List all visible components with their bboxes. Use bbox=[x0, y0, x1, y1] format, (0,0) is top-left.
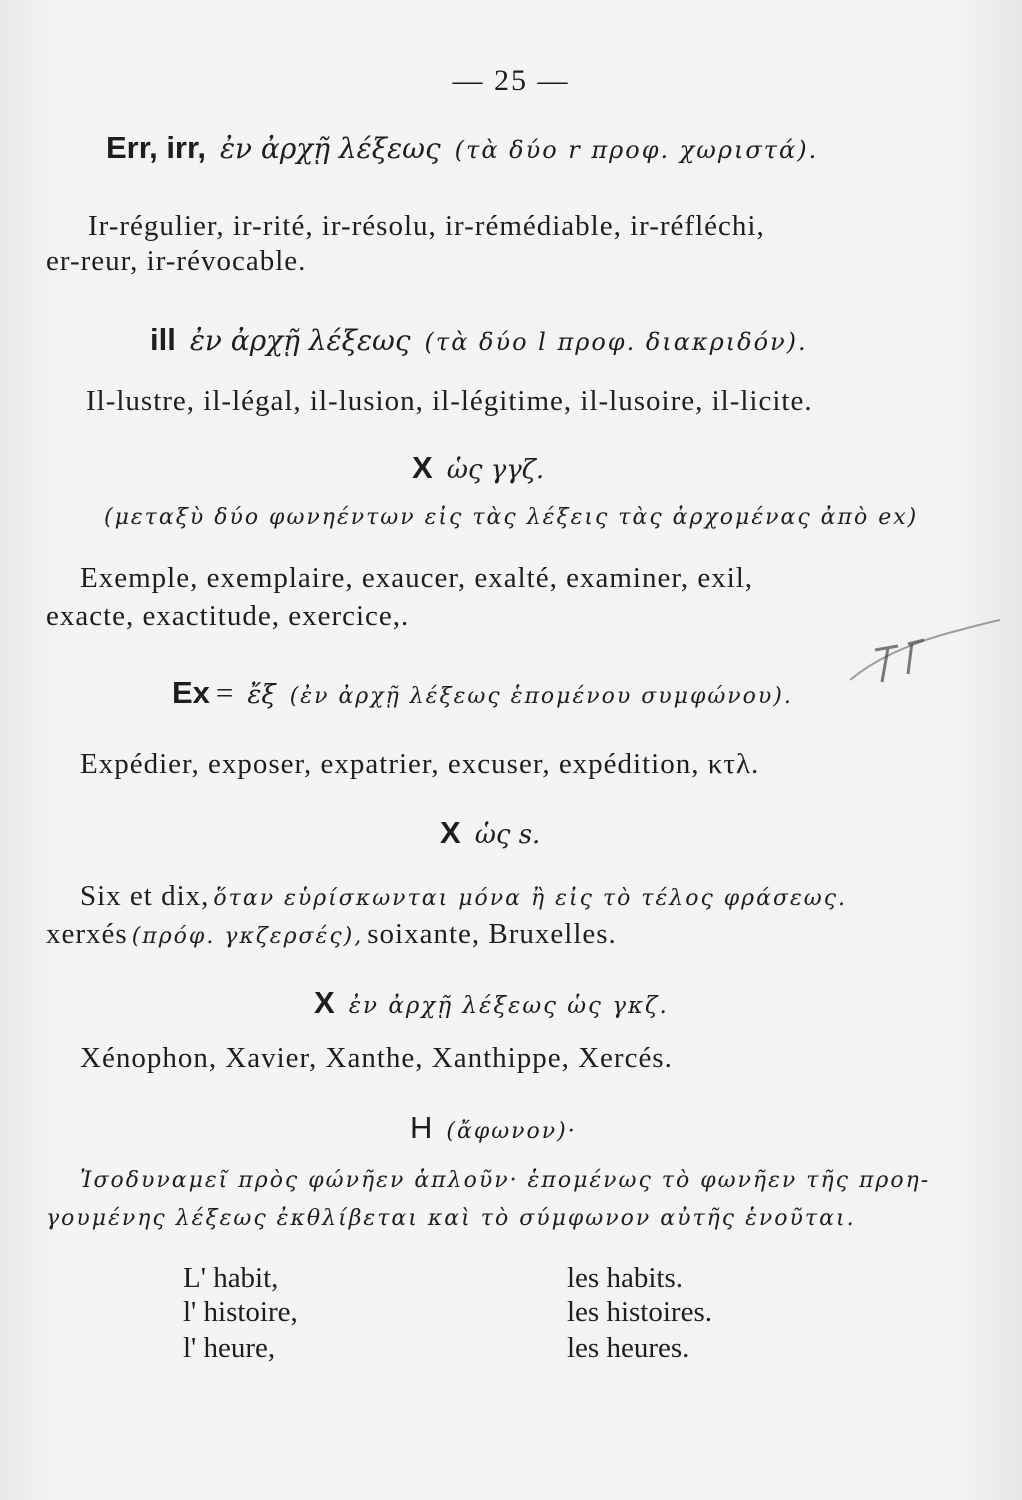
example-line bbox=[46, 918, 617, 951]
example-line: Expédier, exposer, expatrier, excuser, expédition, κτλ. bbox=[80, 748, 760, 780]
rule-greek: ἔξ bbox=[247, 680, 276, 710]
rule-heading-err bbox=[106, 130, 818, 166]
example-greek: (πρόφ. γκζερσές), bbox=[131, 924, 364, 949]
rule-heading-x-initial bbox=[314, 985, 669, 1021]
paragraph-line: γουμένης λέξεως ἐκθλίβεται καὶ τὸ σύμφωνον αὐτῆς ἑνοῦται. bbox=[46, 1206, 856, 1231]
rule-greek: ἐν ἀρχῇ λέξεως bbox=[189, 324, 411, 357]
paragraph-line: Ἰσοδυναμεῖ πρὸς φώνῆεν ἁπλοῦν· ἑπομένως τὸ φωνῆεν τῆς προη- bbox=[80, 1168, 931, 1193]
rule-greek: ἐν ἀρχῇ λέξεως bbox=[219, 132, 441, 165]
singular-form: L' habit, bbox=[183, 1262, 279, 1294]
pencil-scribble bbox=[850, 610, 1000, 690]
example-line: Il-lustre, il-légal, il-lusion, il-légitime, il-lusoire, il-licite. bbox=[86, 385, 813, 417]
rule-label: Ex bbox=[172, 675, 210, 710]
rule-greek: ὡς γγζ. bbox=[446, 455, 545, 485]
plural-form: les heures. bbox=[567, 1332, 690, 1364]
singular-form: l' heure, bbox=[183, 1332, 276, 1364]
rule-label: X bbox=[314, 985, 335, 1020]
rule-label: H bbox=[410, 1110, 433, 1145]
rule-label: X bbox=[412, 450, 433, 485]
example-greek: ὅταν εὑρίσκωνται μόνα ἢ εἰς τὸ τέλος φράσεως. bbox=[213, 886, 848, 911]
plural-form: les histoires. bbox=[567, 1296, 712, 1328]
table-row bbox=[0, 1332, 1022, 1368]
example-line: Ir-régulier, ir-rité, ir-résolu, ir-rémédiable, ir-réfléchi, bbox=[88, 210, 765, 242]
singular-form: l' histoire, bbox=[183, 1296, 298, 1328]
rule-greek: (ἄφωνον)· bbox=[446, 1119, 577, 1144]
equals-sign: = bbox=[215, 675, 234, 710]
rule-note: (τὰ δύο l προφ. διακριδόν). bbox=[424, 328, 808, 356]
rule-note: (τὰ δύο r προφ. χωριστά). bbox=[454, 136, 819, 164]
example-line: Exemple, exemplaire, exaucer, exalté, examiner, exil, bbox=[80, 562, 754, 594]
table-row bbox=[0, 1262, 1022, 1298]
rule-greek: ἐν ἀρχῇ λέξεως ὡς γκζ. bbox=[348, 993, 669, 1019]
example-text: Six et dix, bbox=[80, 880, 210, 912]
rule-heading-h bbox=[410, 1110, 577, 1146]
page-number: — 25 — bbox=[452, 64, 570, 97]
rule-heading-ill bbox=[150, 322, 808, 358]
rule-note: (μεταξὺ δύο φωνηέντων εἰς τὰς λέξεις τὰς ἀρχομένας ἀπὸ ex) bbox=[104, 505, 919, 530]
table-row bbox=[0, 1296, 1022, 1332]
rule-label: ill bbox=[150, 322, 176, 357]
rule-heading-ex bbox=[172, 675, 793, 711]
rule-heading-x-s bbox=[440, 815, 540, 851]
example-text: soixante, Bruxelles. bbox=[367, 918, 617, 950]
example-line bbox=[80, 880, 847, 913]
rule-label: Err, irr, bbox=[106, 130, 206, 165]
rule-heading-x-gkz bbox=[412, 450, 544, 486]
example-line: er-reur, ir-révocable. bbox=[46, 245, 307, 277]
rule-note: (ἐν ἀρχῇ λέξεως ἑπομένου συμφώνου). bbox=[289, 684, 793, 709]
rule-greek: ὡς s. bbox=[474, 820, 541, 850]
example-text: xerxés bbox=[46, 918, 128, 950]
plural-form: les habits. bbox=[567, 1262, 683, 1294]
example-line: Xénophon, Xavier, Xanthe, Xanthippe, Xercés. bbox=[80, 1042, 673, 1074]
rule-label: X bbox=[440, 815, 461, 850]
example-line: exacte, exactitude, exercice,. bbox=[46, 600, 410, 632]
